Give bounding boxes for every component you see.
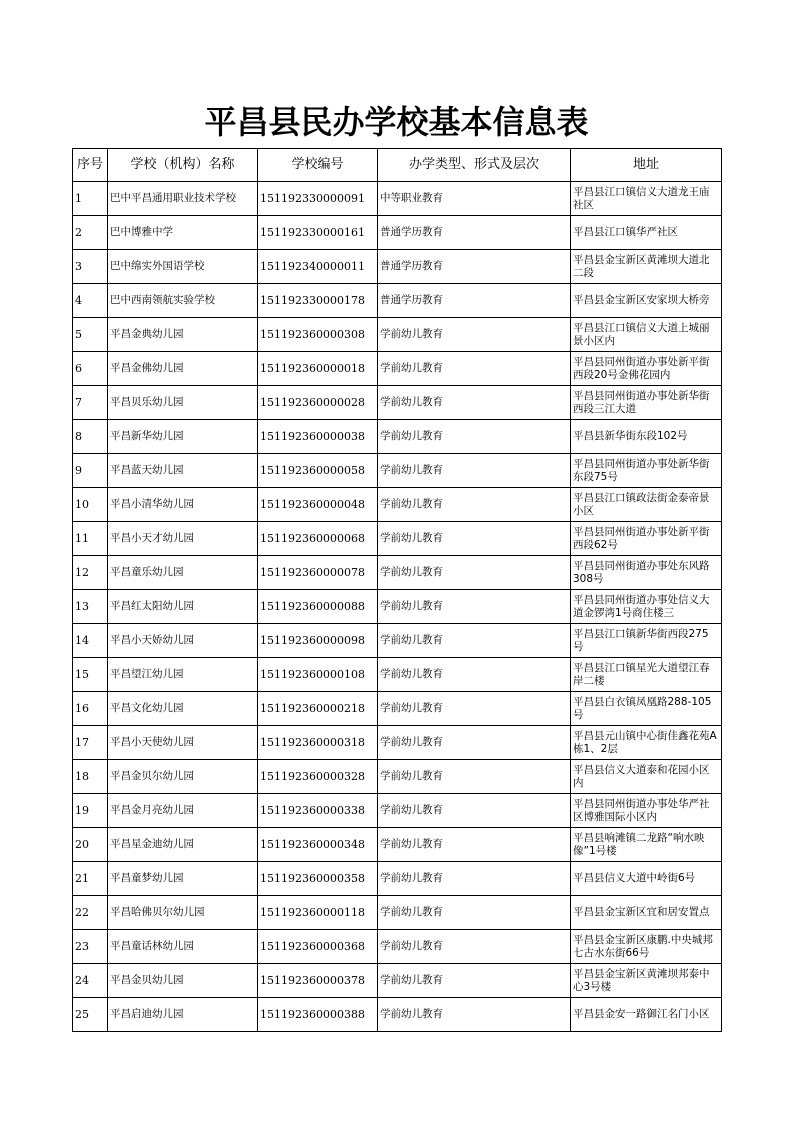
cell-serial: 23 <box>73 930 108 964</box>
cell-school-type: 学前幼儿教育 <box>378 420 571 454</box>
cell-school-name: 巴中博雅中学 <box>108 216 258 250</box>
cell-school-type: 学前幼儿教育 <box>378 488 571 522</box>
table-row <box>73 862 722 896</box>
cell-serial: 25 <box>73 998 108 1032</box>
cell-school-code: 151192330000161 <box>258 216 378 250</box>
cell-school-name: 平昌童话林幼儿园 <box>108 930 258 964</box>
cell-school-type: 中等职业教育 <box>378 182 571 216</box>
cell-address: 平昌县江口镇信义大道龙王庙社区 <box>571 182 722 216</box>
cell-address: 平昌县江口镇华严社区 <box>571 216 722 250</box>
cell-school-type: 普通学历教育 <box>378 284 571 318</box>
cell-serial: 21 <box>73 862 108 896</box>
cell-address: 平昌县金安一路御江名门小区 <box>571 998 722 1032</box>
cell-address: 平昌县同州街道办事处华严社区博雅国际小区内 <box>571 794 722 828</box>
cell-school-type: 学前幼儿教育 <box>378 930 571 964</box>
cell-serial: 11 <box>73 522 108 556</box>
cell-school-name: 巴中平昌通用职业技术学校 <box>108 182 258 216</box>
table-row <box>73 318 722 352</box>
page-title: 平昌县民办学校基本信息表 <box>204 103 589 141</box>
table-row <box>73 692 722 726</box>
cell-serial: 6 <box>73 352 108 386</box>
table-row <box>73 386 722 420</box>
cell-school-name: 平昌望江幼儿园 <box>108 658 258 692</box>
cell-serial: 18 <box>73 760 108 794</box>
table-row <box>73 998 722 1032</box>
cell-address: 平昌县金宝新区康鹏.中央城邦七古水东街66号 <box>571 930 722 964</box>
cell-school-type: 学前幼儿教育 <box>378 556 571 590</box>
cell-serial: 14 <box>73 624 108 658</box>
table-row <box>73 794 722 828</box>
cell-address: 平昌县江口镇新华街西段275号 <box>571 624 722 658</box>
cell-school-name: 平昌启迪幼儿园 <box>108 998 258 1032</box>
cell-serial: 3 <box>73 250 108 284</box>
cell-school-code: 151192360000338 <box>258 794 378 828</box>
cell-school-name: 平昌红太阳幼儿园 <box>108 590 258 624</box>
header-school-type: 办学类型、形式及层次 <box>378 149 571 182</box>
cell-serial: 5 <box>73 318 108 352</box>
table-row <box>73 420 722 454</box>
cell-school-code: 151192360000098 <box>258 624 378 658</box>
cell-address: 平昌县元山镇中心街佳鑫花苑A栋1、2层 <box>571 726 722 760</box>
cell-address: 平昌县金宝新区安家坝大桥旁 <box>571 284 722 318</box>
cell-address: 平昌县同州街道办事处新平街西段62号 <box>571 522 722 556</box>
cell-school-name: 平昌童梦幼儿园 <box>108 862 258 896</box>
cell-serial: 16 <box>73 692 108 726</box>
cell-school-type: 学前幼儿教育 <box>378 454 571 488</box>
cell-school-type: 学前幼儿教育 <box>378 828 571 862</box>
cell-school-name: 巴中绵实外国语学校 <box>108 250 258 284</box>
cell-address: 平昌县响滩镇二龙路“响水映像”1号楼 <box>571 828 722 862</box>
header-school-code: 学校编号 <box>258 149 378 182</box>
cell-school-code: 151192330000178 <box>258 284 378 318</box>
cell-school-type: 学前幼儿教育 <box>378 590 571 624</box>
cell-school-code: 151192360000018 <box>258 352 378 386</box>
cell-serial: 12 <box>73 556 108 590</box>
cell-school-name: 平昌文化幼儿园 <box>108 692 258 726</box>
table-row <box>73 488 722 522</box>
table-row <box>73 556 722 590</box>
table-row <box>73 896 722 930</box>
table-row <box>73 216 722 250</box>
cell-serial: 10 <box>73 488 108 522</box>
table-row <box>73 658 722 692</box>
cell-school-code: 151192340000011 <box>258 250 378 284</box>
cell-school-code: 151192360000368 <box>258 930 378 964</box>
cell-school-name: 平昌贝乐幼儿园 <box>108 386 258 420</box>
table-row <box>73 284 722 318</box>
cell-school-type: 学前幼儿教育 <box>378 318 571 352</box>
cell-serial: 9 <box>73 454 108 488</box>
cell-school-type: 普通学历教育 <box>378 250 571 284</box>
cell-school-name: 平昌新华幼儿园 <box>108 420 258 454</box>
cell-school-code: 151192360000118 <box>258 896 378 930</box>
cell-school-type: 学前幼儿教育 <box>378 726 571 760</box>
cell-school-code: 151192360000348 <box>258 828 378 862</box>
cell-school-name: 巴中西南领航实验学校 <box>108 284 258 318</box>
cell-school-code: 151192360000388 <box>258 998 378 1032</box>
table-row <box>73 828 722 862</box>
header-address: 地址 <box>571 149 722 182</box>
cell-school-type: 普通学历教育 <box>378 216 571 250</box>
cell-school-code: 151192360000378 <box>258 964 378 998</box>
cell-school-name: 平昌金月亮幼儿园 <box>108 794 258 828</box>
cell-school-type: 学前幼儿教育 <box>378 896 571 930</box>
cell-school-type: 学前幼儿教育 <box>378 658 571 692</box>
cell-serial: 4 <box>73 284 108 318</box>
cell-school-code: 151192360000028 <box>258 386 378 420</box>
cell-serial: 8 <box>73 420 108 454</box>
cell-serial: 1 <box>73 182 108 216</box>
cell-address: 平昌县江口镇信义大道上城丽景小区内 <box>571 318 722 352</box>
cell-school-type: 学前幼儿教育 <box>378 692 571 726</box>
table-row <box>73 726 722 760</box>
cell-school-type: 学前幼儿教育 <box>378 760 571 794</box>
cell-school-name: 平昌小清华幼儿园 <box>108 488 258 522</box>
cell-address: 平昌县新华街东段102号 <box>571 420 722 454</box>
cell-school-code: 151192330000091 <box>258 182 378 216</box>
cell-school-code: 151192360000308 <box>258 318 378 352</box>
table-row <box>73 964 722 998</box>
cell-school-name: 平昌小天使幼儿园 <box>108 726 258 760</box>
cell-school-code: 151192360000358 <box>258 862 378 896</box>
cell-address: 平昌县信义大道中岭街6号 <box>571 862 722 896</box>
table-row <box>73 182 722 216</box>
cell-serial: 19 <box>73 794 108 828</box>
cell-address: 平昌县白衣镇凤凰路288-105号 <box>571 692 722 726</box>
cell-address: 平昌县同州街道办事处新华街东段75号 <box>571 454 722 488</box>
cell-school-type: 学前幼儿教育 <box>378 794 571 828</box>
cell-school-code: 151192360000318 <box>258 726 378 760</box>
cell-school-code: 151192360000068 <box>258 522 378 556</box>
cell-school-code: 151192360000088 <box>258 590 378 624</box>
header-serial: 序号 <box>73 149 108 182</box>
cell-school-name: 平昌小天才幼儿园 <box>108 522 258 556</box>
cell-address: 平昌县江口镇星光大道望江春岸二楼 <box>571 658 722 692</box>
cell-school-type: 学前幼儿教育 <box>378 624 571 658</box>
cell-school-type: 学前幼儿教育 <box>378 964 571 998</box>
table-row <box>73 760 722 794</box>
cell-school-name: 平昌金典幼儿园 <box>108 318 258 352</box>
cell-school-code: 151192360000218 <box>258 692 378 726</box>
cell-address: 平昌县金宝新区宜和居安置点 <box>571 896 722 930</box>
cell-school-type: 学前幼儿教育 <box>378 998 571 1032</box>
cell-school-name: 平昌星金迪幼儿园 <box>108 828 258 862</box>
cell-school-name: 平昌金佛幼儿园 <box>108 352 258 386</box>
table-body <box>73 182 722 1032</box>
header-school-name: 学校（机构）名称 <box>108 149 258 182</box>
cell-school-type: 学前幼儿教育 <box>378 862 571 896</box>
cell-school-type: 学前幼儿教育 <box>378 352 571 386</box>
table-row <box>73 930 722 964</box>
cell-school-name: 平昌童乐幼儿园 <box>108 556 258 590</box>
table-row <box>73 522 722 556</box>
table-row <box>73 352 722 386</box>
cell-serial: 15 <box>73 658 108 692</box>
cell-address: 平昌县同州街道办事处信义大道金锣湾1号商住楼三 <box>571 590 722 624</box>
cell-address: 平昌县同州街道办事处新平街西段20号金佛花园内 <box>571 352 722 386</box>
cell-school-name: 平昌哈佛贝尔幼儿园 <box>108 896 258 930</box>
cell-address: 平昌县同州街道办事处新华街西段三江大道 <box>571 386 722 420</box>
cell-school-code: 151192360000108 <box>258 658 378 692</box>
cell-school-code: 151192360000078 <box>258 556 378 590</box>
cell-school-type: 学前幼儿教育 <box>378 522 571 556</box>
cell-serial: 24 <box>73 964 108 998</box>
cell-address: 平昌县金宝新区黄滩坝大道北二段 <box>571 250 722 284</box>
cell-serial: 20 <box>73 828 108 862</box>
cell-school-name: 平昌金贝尔幼儿园 <box>108 760 258 794</box>
cell-school-name: 平昌小天娇幼儿园 <box>108 624 258 658</box>
cell-school-type: 学前幼儿教育 <box>378 386 571 420</box>
table-header-row <box>73 149 722 182</box>
cell-serial: 22 <box>73 896 108 930</box>
cell-serial: 17 <box>73 726 108 760</box>
cell-school-name: 平昌金贝幼儿园 <box>108 964 258 998</box>
cell-address: 平昌县江口镇政法街金泰帝景小区 <box>571 488 722 522</box>
cell-school-code: 151192360000058 <box>258 454 378 488</box>
table-row <box>73 454 722 488</box>
cell-address: 平昌县同州街道办事处东风路308号 <box>571 556 722 590</box>
table-row <box>73 250 722 284</box>
cell-address: 平昌县信义大道泰和花园小区内 <box>571 760 722 794</box>
cell-school-name: 平昌蓝天幼儿园 <box>108 454 258 488</box>
cell-serial: 2 <box>73 216 108 250</box>
table-row <box>73 590 722 624</box>
table-row <box>73 624 722 658</box>
cell-address: 平昌县金宝新区黄滩坝邦泰中心3号楼 <box>571 964 722 998</box>
cell-school-code: 151192360000038 <box>258 420 378 454</box>
cell-school-code: 151192360000328 <box>258 760 378 794</box>
cell-serial: 7 <box>73 386 108 420</box>
school-info-table <box>72 148 722 1032</box>
cell-school-code: 151192360000048 <box>258 488 378 522</box>
cell-serial: 13 <box>73 590 108 624</box>
